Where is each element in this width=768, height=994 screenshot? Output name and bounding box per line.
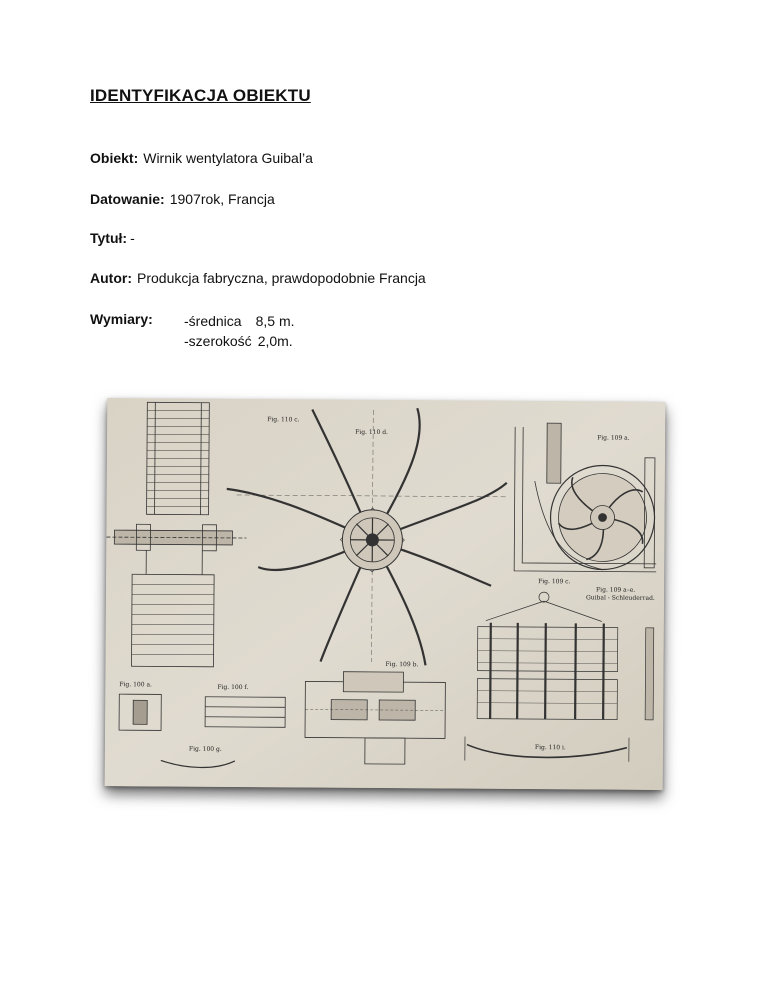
fig-label-100g: Fig. 100 g. <box>188 745 222 753</box>
fig-label-109b: Fig. 109 b. <box>385 661 419 669</box>
fig-label-110i: Fig. 110 i. <box>534 744 566 752</box>
fig-label-100a: Fig. 100 a. <box>119 681 152 689</box>
field-datowanie-label: Datowanie: <box>90 191 165 207</box>
dimension-width <box>184 331 295 351</box>
fig-label-100f: Fig. 100 f. <box>217 683 249 692</box>
dimension-width-value: 2,0m. <box>257 333 293 349</box>
field-autor-label: Autor: <box>90 270 132 286</box>
fig-label-110c: Fig. 110 c. <box>267 416 300 424</box>
field-wymiary <box>90 311 153 327</box>
field-obiekt-value: Wirnik wentylatora Guibal’a <box>143 150 313 166</box>
field-obiekt <box>90 150 313 166</box>
dimension-diameter <box>184 311 295 331</box>
fig-label-109a: Fig. 109 a. <box>597 434 630 442</box>
field-wymiary-label: Wymiary: <box>90 311 153 327</box>
field-obiekt-label: Obiekt: <box>90 150 139 166</box>
field-datowanie-value: 1907rok, Francja <box>169 191 275 207</box>
drawing-caption: Guibal - Schleuderrad. <box>585 594 655 602</box>
technical-drawing <box>105 398 666 790</box>
fig-label-110d: Fig. 110 d. <box>355 428 389 437</box>
page-heading: IDENTYFIKACJA OBIEKTU <box>90 86 311 105</box>
dimension-diameter-name: -średnica <box>184 313 242 329</box>
fig-label-109d: Fig. 109 a–e. <box>596 586 636 594</box>
field-datowanie <box>90 191 275 207</box>
dimension-diameter-value: 8,5 m. <box>255 313 295 329</box>
field-tytul-label: Tytuł: <box>90 230 128 246</box>
field-autor-value: Produkcja fabryczna, prawdopodobnie Francja <box>137 270 426 286</box>
field-autor <box>90 270 426 286</box>
field-tytul-value: - <box>130 230 135 246</box>
dimensions-list <box>184 311 295 351</box>
field-tytul <box>90 230 135 246</box>
dimension-width-name: -szerokość <box>184 333 252 349</box>
fig-label-109c: Fig. 109 c. <box>538 578 571 586</box>
technical-drawing-photo <box>105 398 666 790</box>
